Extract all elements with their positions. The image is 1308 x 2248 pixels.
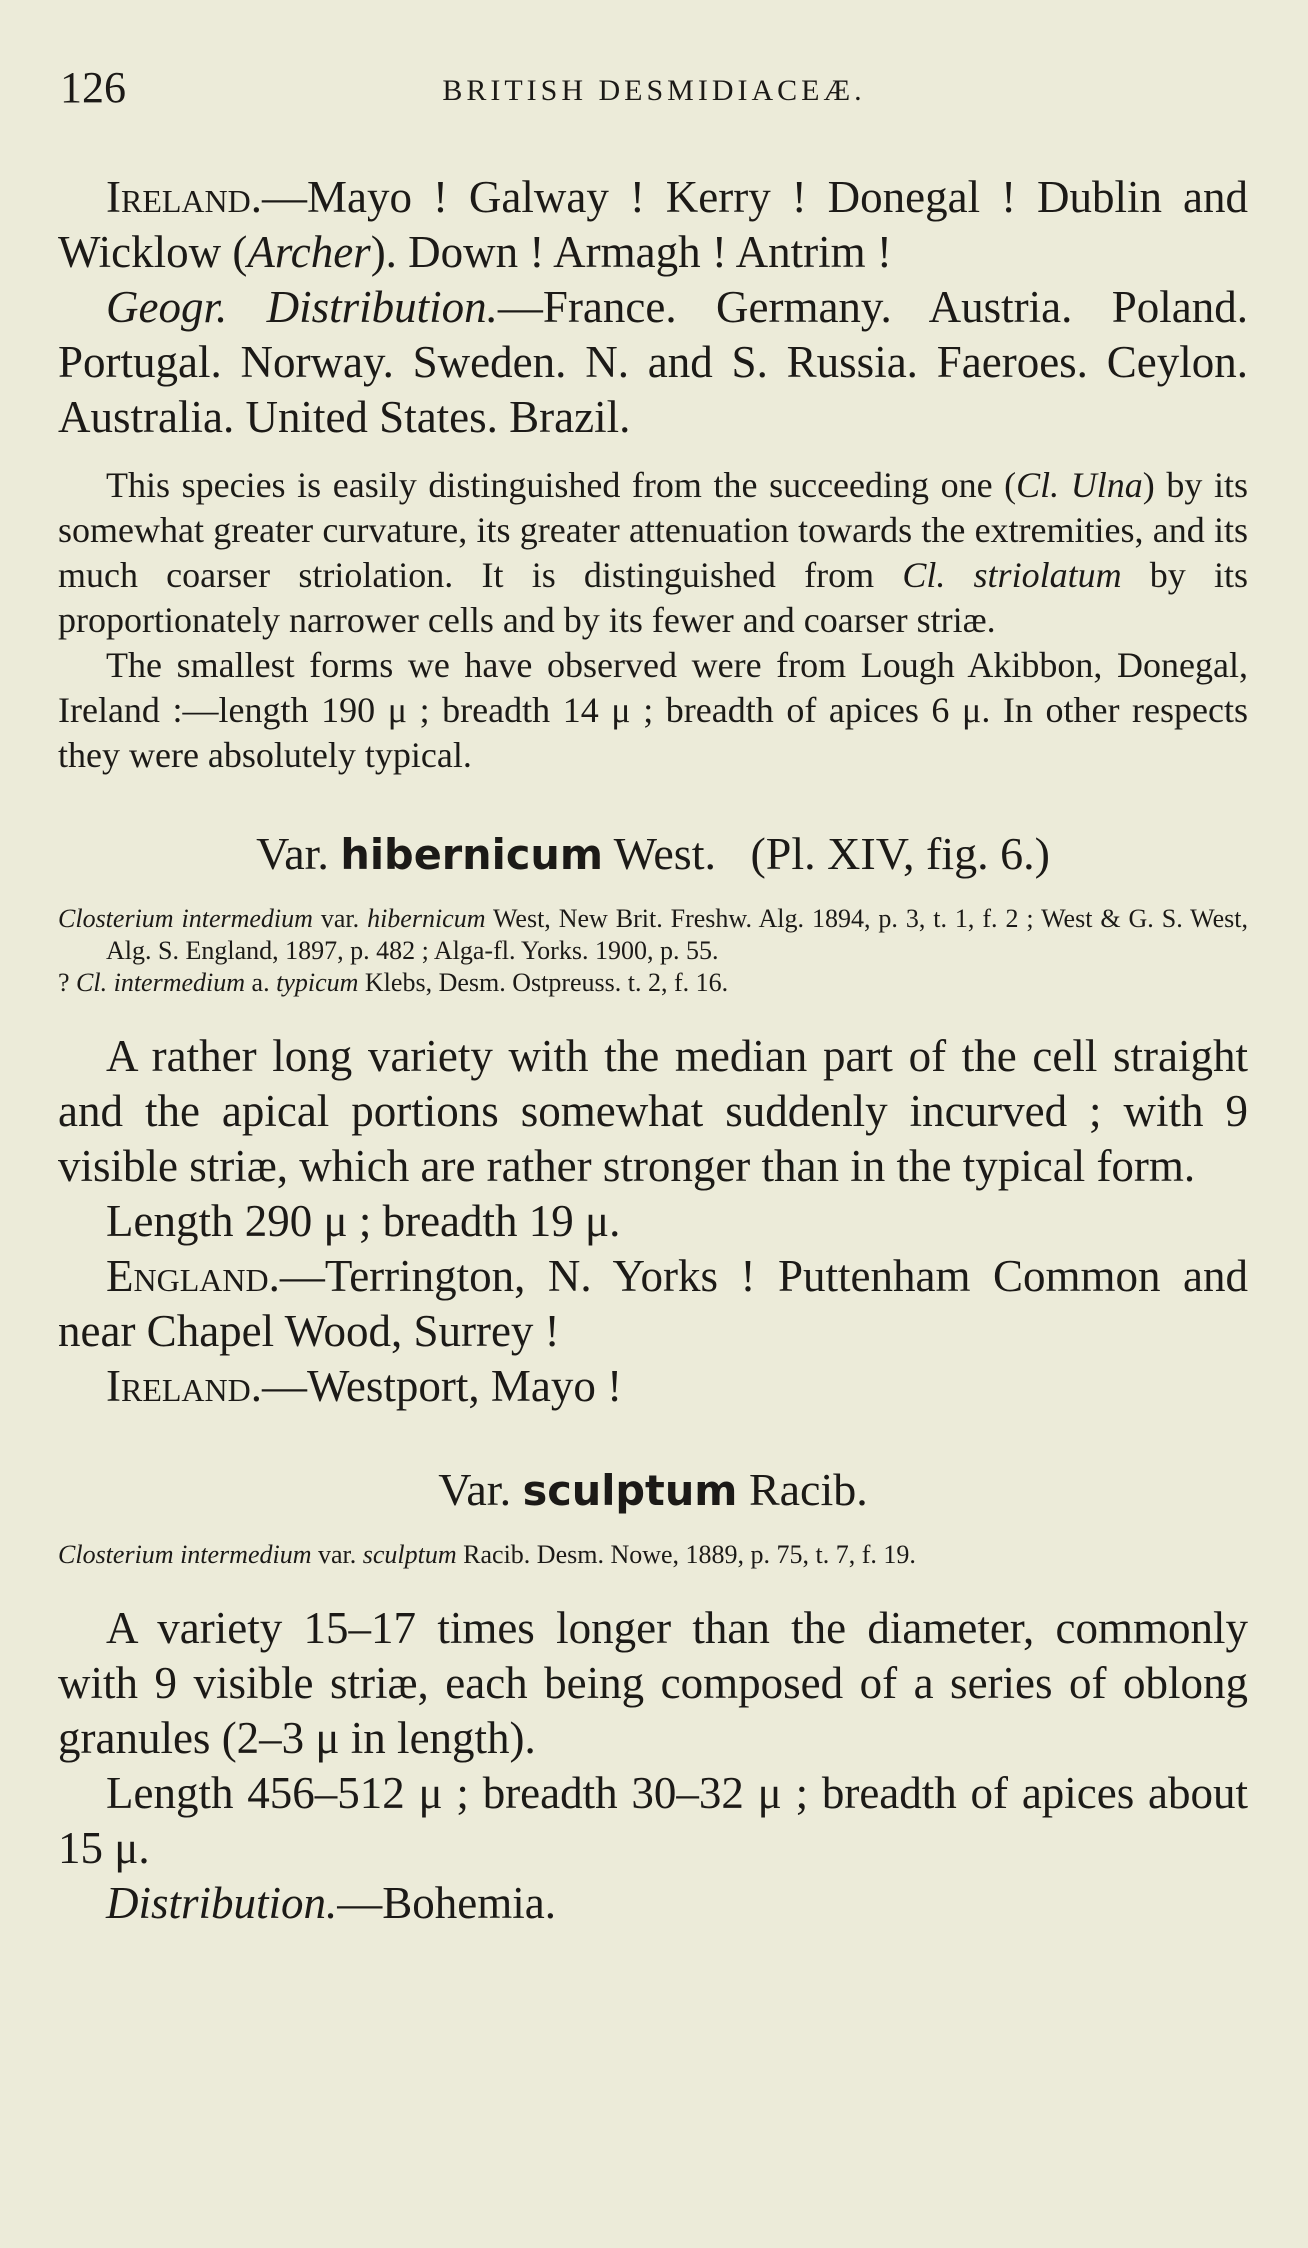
region-label: Ireland. (106, 172, 263, 222)
plate-reference: (Pl. XIV, fig. 6.) (750, 828, 1050, 879)
synonymy-3: Closterium intermedium var. sculptum Racib. Desm. Nowe, 1889, p. 75, t. 7, f. 19. (58, 1540, 916, 1569)
page-header (60, 62, 1248, 122)
variety-heading-hibernicum: Var. hibernicum West. (Pl. XIV, fig. 6.) (256, 828, 1050, 879)
synonymy-2: ? Cl. intermedium a. typicum Klebs, Desm. Ostpreuss. t. 2, f. 16. (58, 968, 729, 997)
running-title: BRITISH DESMIDIACEÆ. (442, 74, 866, 107)
page-body (58, 170, 1248, 1931)
page-number: 126 (60, 63, 126, 112)
distribution-label: Geogr. Distribution. (106, 282, 498, 332)
distribution-2: Distribution.—Bohemia. (106, 1878, 557, 1928)
smallest-forms-note: The smallest forms we have observed were from Lough Akibbon, Donegal, Ireland :—length 190 μ ; breadth 14 μ ; breadth of apices 6 μ. In other respects they were absolutely typical. (58, 645, 1248, 775)
ireland-localities-2: Ireland.—Westport, Mayo ! (106, 1361, 623, 1411)
geographic-distribution: Geogr. Distribution.—France. Germany. Austria. Poland. Portugal. Norway. Sweden. N. and S. Russia. Faeroes. Ceylon. Australia. United States. Brazil. (58, 282, 1249, 442)
variety-description-2: A variety 15–17 times longer than the diameter, commonly with 9 visible striæ, each being composed of a series of oblong granules (2–3 μ in length). (58, 1603, 1248, 1763)
variety-measurements: Length 290 μ ; breadth 19 μ. (106, 1196, 621, 1246)
variety-measurements-2: Length 456–512 μ ; breadth 30–32 μ ; breadth of apices about 15 μ. (58, 1768, 1248, 1873)
variety-description: A rather long variety with the median part of the cell straight and the apical portions somewhat suddenly incurved ; with 9 visible striæ, which are rather stronger than in the typical form. (58, 1031, 1248, 1191)
species-remarks: This species is easily distinguished from the succeeding one (Cl. Ulna) by its somewhat greater curvature, its greater attenuation towards the extremities, and its much coarser striolation. It is distinguished from Cl. striolatum by its proportionately narrower cells and by its fewer and coarser striæ. (58, 465, 1249, 640)
synonymy-1: Closterium intermedium var. hibernicum West, New Brit. Freshw. Alg. 1894, p. 3, t. 1, f. 2 ; West & G. S. West, Alg. S. England, 1897, p. 482 ; Alga-fl. Yorks. 1900, p. 55. (58, 904, 1248, 965)
england-localities: England.—Terrington, N. Yorks ! Puttenham Common and near Chapel Wood, Surrey ! (58, 1251, 1248, 1356)
collector-name: Archer (247, 227, 371, 277)
ireland-localities: Ireland.—Mayo ! Galway ! Kerry ! Donegal ! Dublin and Wicklow (Archer). Down ! Armagh ! Antrim ! (58, 172, 1248, 277)
variety-heading-sculptum: Var. sculptum Racib. (438, 1464, 868, 1515)
